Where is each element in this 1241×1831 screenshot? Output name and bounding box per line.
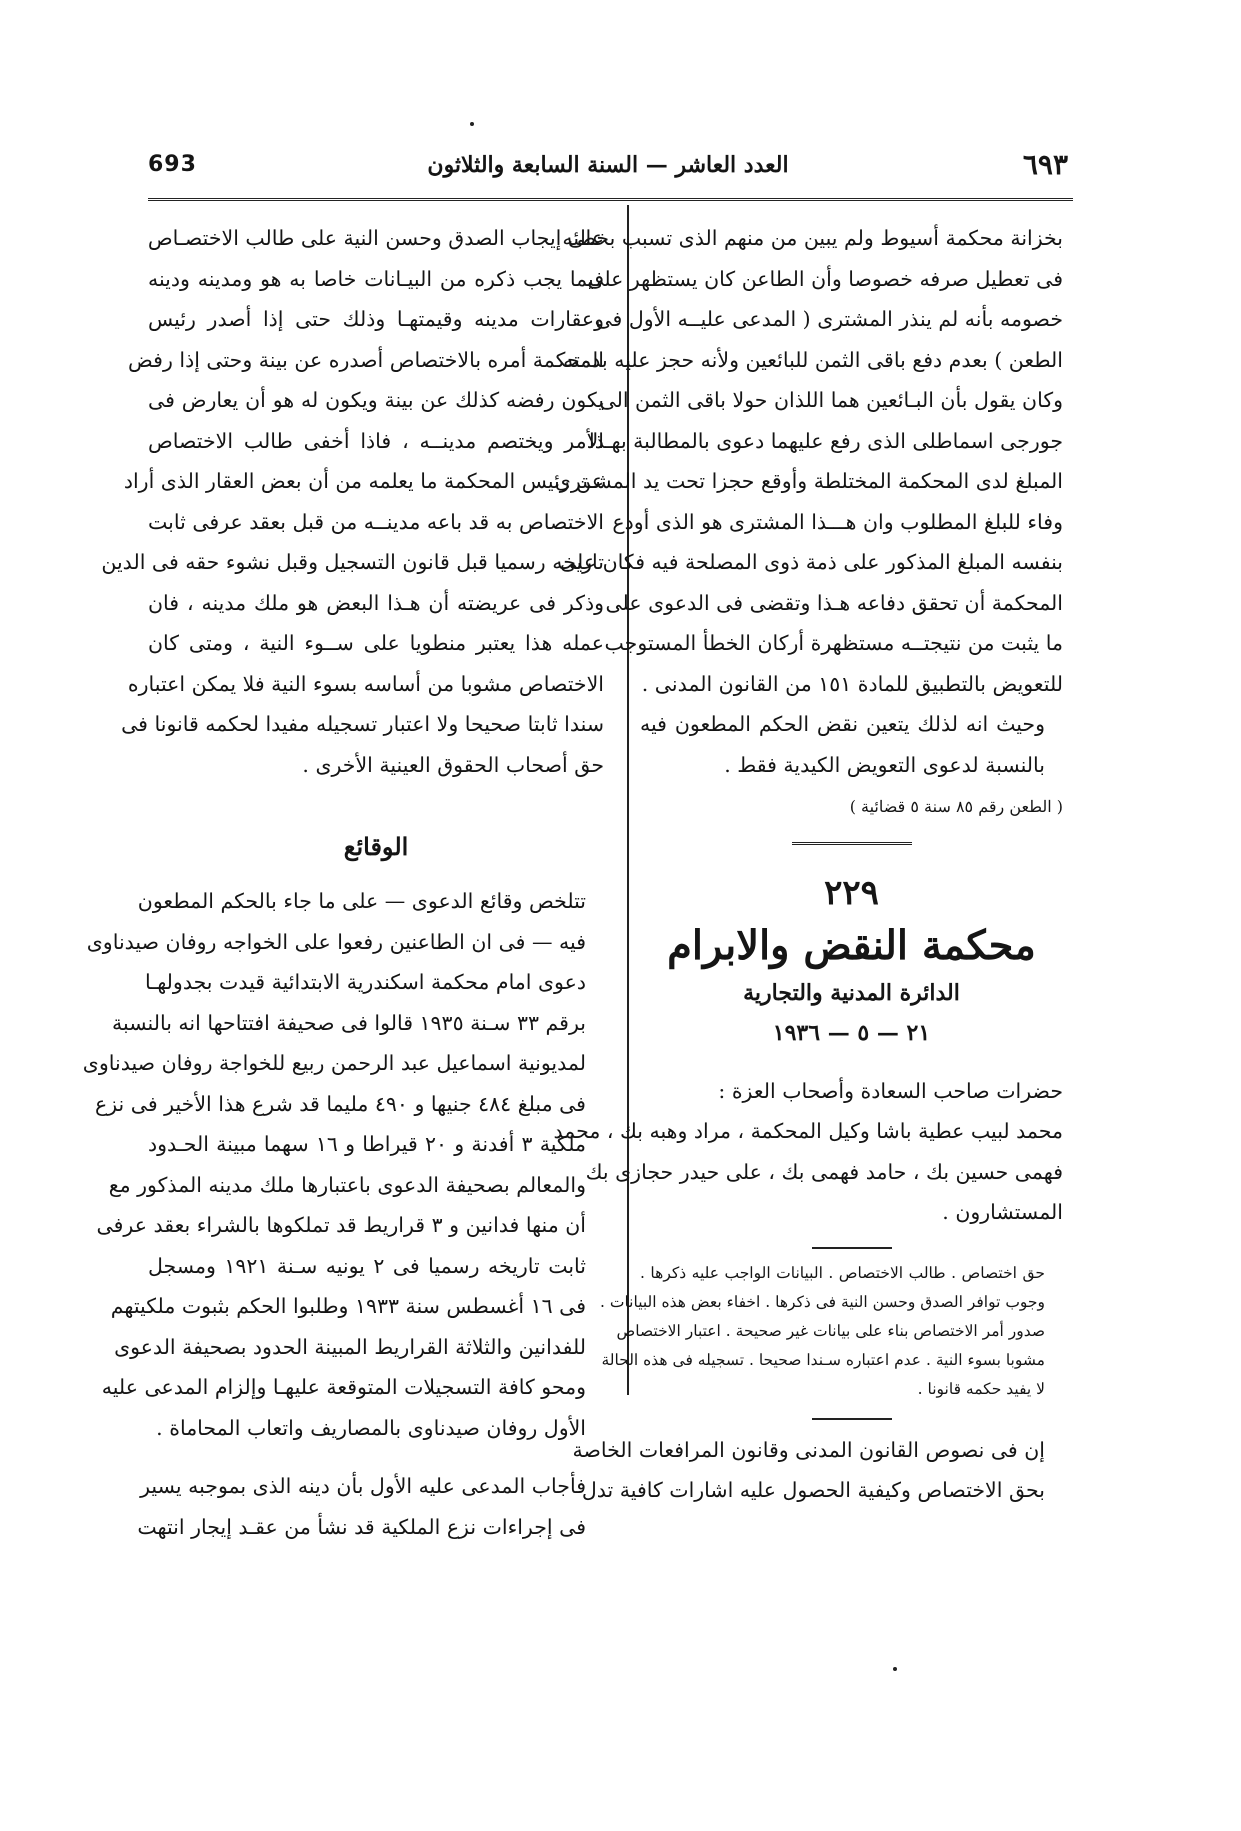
text-line: وعقارات مدينه وقيمتهـا وذلك حتى إذا أصدر رئيس xyxy=(148,307,604,331)
text-line: حق أصحاب الحقوق العينية الأخرى . xyxy=(302,752,604,777)
text-line: إن فى نصوص القانون المدنى وقانون المرافعات الخاصة xyxy=(572,1437,1045,1462)
text-line: أن منها فدانين و ٣ قراريط قد تملكوها بالشراء بعقد عرفى xyxy=(96,1213,586,1237)
text-line: حق اختصاص . طالب الاختصاص . البيانات الواجب عليه ذكرها . xyxy=(640,1263,1045,1282)
court-name: محكمة النقض والابرام xyxy=(667,921,1036,969)
text-line: بالنسبة لدعوى التعويض الكيدية فقط . xyxy=(724,752,1045,777)
summary-paragraph xyxy=(600,1259,1063,1404)
text-line: الطعن ) بعدم دفع باقى الثمن للبائعين ولأنه حجز عليه بذمته xyxy=(563,347,1063,372)
text-line: دعوى امام محكمة اسكندرية الابتدائية قيدت بجدولهـا xyxy=(144,970,586,994)
text-line: الأمر ويختصم مدينــه ، فاذا أخفى طالب الاختصاص xyxy=(148,428,604,453)
text-line: حضرات صاحب السعادة وأصحاب العزة : xyxy=(718,1078,1063,1103)
text-line: ومحو كافة التسجيلات المتوقعة عليهـا وإلزام المدعى عليه xyxy=(101,1375,586,1399)
text-line: عمله هذا يعتبر منطويا على ســوء النية ، ومتى كان xyxy=(148,631,604,655)
text-line: المحكمة أن تحقق دفاعه هـذا وتقضى فى الدعوى على xyxy=(605,590,1063,615)
page-header xyxy=(148,148,1068,192)
circuit-name: الدائرة المدنية والتجارية xyxy=(743,979,960,1006)
text-line: جورجى اسماطلى الذى رفع عليهما دعوى بالمطالبة بهـذا xyxy=(589,428,1063,453)
text-line: وجوب توافر الصدق وحسن النية فى ذكرها . اخفاء بعض هذه البيانات . xyxy=(600,1292,1045,1311)
bench-paragraph xyxy=(553,1071,1063,1233)
facts-paragraph xyxy=(82,881,604,1448)
text-line: بحق الاختصاص وكيفية الحصول عليه اشارات كافية تدل xyxy=(581,1478,1045,1502)
text-line: صدور أمر الاختصاص بناء على بيانات غير صحيحة . اعتبار الاختصاص xyxy=(616,1321,1045,1340)
text-line: فيه — فى ان الطاعنين رفعوا على الخواجه روفان صيدناوى xyxy=(86,929,586,954)
text-line: فهمى حسين بك ، حامد فهمى بك ، على حيدر حجازى بك xyxy=(585,1159,1063,1184)
text-line: لمديونية اسماعيل عبد الرحمن ربيع للخواجة روفان صيدناوى xyxy=(82,1051,586,1075)
appeal-reference: ( الطعن رقم ٨٥ سنة ٥ قضائية ) xyxy=(849,797,1063,816)
text-line: فى ١٦ أغسطس سنة ١٩٣٣ وطلبوا الحكم بثبوت ملكيتهم xyxy=(110,1294,586,1318)
text-line: فيما يجب ذكره من البيـانات خاصا به هو ومدينه ودينه xyxy=(148,266,604,291)
text-line: وحيث انه لذلك يتعين نقض الحكم المطعون فيه xyxy=(640,712,1045,736)
text-line: محمد لبيب عطية باشا وكيل المحكمة ، مراد وهبه بك ، محمد xyxy=(553,1119,1063,1143)
left-column xyxy=(82,218,604,1547)
text-line: والمعالم بصحيفة الدعوى باعتبارها ملك مدينه المذكور مع xyxy=(108,1172,586,1197)
text-line: المحكمة أمره بالاختصاص أصدره عن بينة وحتى إذا رفض xyxy=(128,347,604,372)
text-line: وفاء للبلغ المطلوب وان هـــذا المشترى هو الذى أودع xyxy=(612,509,1063,534)
print-mark-bottom xyxy=(893,1667,897,1671)
text-line: يكون رفضه كذلك عن بينة ويكون له هو أن يعارض فى xyxy=(148,388,604,412)
text-line: الاختصاص مشوبا من أساسه بسوء النية فلا يمكن اعتباره xyxy=(127,671,604,696)
text-line: خصومه بأنه لم ينذر المشترى ( المدعى عليــه الأول فى xyxy=(595,307,1063,331)
left-bottom-paragraph xyxy=(137,1466,604,1547)
text-line: عن رئيس المحكمة ما يعلمه من أن بعض العقار الذى أراد xyxy=(123,469,604,493)
left-top-paragraph xyxy=(101,218,604,785)
text-line: للتعويض بالتطبيق للمادة ١٥١ من القانون المدنى . xyxy=(641,671,1063,696)
text-line: ملكية ٣ أفدنة و ٢٠ قيراطا و ١٦ سهما مبينة الحـدود xyxy=(148,1132,586,1156)
text-line: فى إجراءات نزع الملكية قد نشأ من عقـد إيجار انتهت xyxy=(137,1514,586,1539)
summary-end-separator xyxy=(812,1418,892,1420)
text-line: بنفسه المبلغ المذكور على ذمة ذوى المصلحة فيه فكان على xyxy=(559,550,1063,574)
text-line: الاختصاص به قد باعه مدينــه من قبل بعقد عرفى ثابت xyxy=(148,509,604,534)
case-number: ٢٢٩ xyxy=(824,872,879,913)
judgment-date: ٢١ — ٥ — ١٩٣٦ xyxy=(772,1019,931,1046)
right-top-paragraph xyxy=(554,218,1063,704)
text-line: فأجاب المدعى عليه الأول بأن دينه الذى بموجبه يسير xyxy=(140,1474,586,1498)
summary-separator xyxy=(812,1247,892,1249)
section-title-facts: الوقائع xyxy=(343,832,409,861)
text-line: وذكر فى عريضته أن هـذا البعض هو ملك مدينه ، فان xyxy=(148,590,604,615)
double-separator xyxy=(792,842,912,845)
running-title: العدد العاشر — السنة السابعة والثلاثون xyxy=(427,152,789,178)
text-line: سندا ثابتا صحيحا ولا اعتبار تسجيله مفيدا لحكمه قانونا فى xyxy=(121,712,604,736)
page-number-arabic: ٦٩٣ xyxy=(1022,148,1068,181)
text-line: برقم ٣٣ سـنة ١٩٣٥ قالوا فى صحيفة افتتاحها انه بالنسبة xyxy=(112,1010,586,1035)
right-bottom-paragraph xyxy=(572,1430,1063,1511)
text-line: ثابت تاريخه رسميا فى ٢ يونيه سـنة ١٩٢١ ومسجل xyxy=(148,1253,586,1278)
header-rule xyxy=(148,198,1073,201)
text-line: بخزانة محكمة أسيوط ولم يبين من منهم الذى تسبب بخطئه xyxy=(562,226,1063,250)
text-line: مشوبا بسوء النية . عدم اعتباره سـندا صحيحا . تسجيله فى هذه الحالة xyxy=(601,1350,1045,1369)
print-mark xyxy=(470,122,474,126)
text-line: المبلغ لدى المحكمة المختلطة وأوقع حجزا تحت يد المشـترى xyxy=(554,469,1063,493)
conclusion-paragraph xyxy=(640,704,1063,785)
text-line: تتلخص وقائع الدعوى — على ما جاء بالحكم المطعون xyxy=(137,889,586,913)
text-line: فى تعطيل صرفه خصوصا وأن الطاعن كان يستظهر على xyxy=(587,266,1063,291)
text-line: لا يفيد حكمه قانونا . xyxy=(917,1379,1045,1398)
text-line: على إيجاب الصدق وحسن النية على طالب الاختصـاص xyxy=(147,226,604,250)
text-line: ما يثبت من نتيجتــه مستظهرة أركان الخطأ المستوجب xyxy=(604,631,1063,655)
text-line: تاريخه رسميا قبل قانون التسجيل وقبل نشوء حقه فى الدين xyxy=(101,550,604,574)
right-column xyxy=(553,218,1063,1511)
text-line: فى مبلغ ٤٨٤ جنيها و ٤٩٠ مليما قد شرع هذا الأخير فى نزع xyxy=(95,1091,586,1116)
text-line: للفدانين والثلاثة القراريط المبينة الحدود بصحيفة الدعوى xyxy=(114,1334,586,1359)
text-line: وكان يقول بأن البـائعين هما اللذان حولا باقى الثمن الى xyxy=(599,388,1063,412)
page-number-latin: 693 xyxy=(148,152,197,177)
text-line: الأول روفان صيدناوى بالمصاريف واتعاب المحاماة . xyxy=(156,1415,586,1440)
text-line: المستشارون . xyxy=(942,1200,1063,1224)
